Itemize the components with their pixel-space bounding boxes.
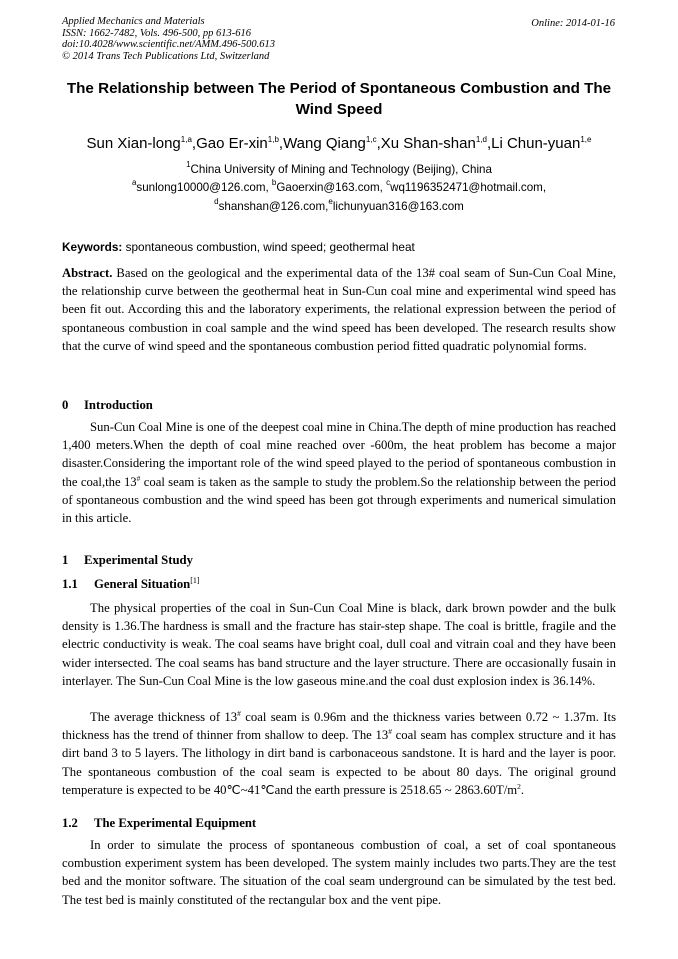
abstract-text: Based on the geological and the experimental data of the 13# coal seam of Sun-Cun Coal Mine, the relationship curve between the geothermal heat in Sun-Cun coal mine and experimental wind speed has been fit out. According this and the laboratory experiments, the relational expression between the period of spontaneous combustion in coal sample and the wind speed has been developed. The research results show that the curve of wind speed and the spontaneous combustion period fitted quadratic polynomial forms. [62,266,616,353]
email-e: lichunyuan316@163.com [332,200,464,213]
abstract-label: Abstract. [62,266,113,280]
email-d: shanshan@126.com, [218,200,329,213]
subsection-heading-general-situation: 1.1 General Situation[1] [62,576,200,591]
author-name: Gao Er-xin [196,135,268,152]
section-heading-experimental-study: 1 Experimental Study [62,553,193,567]
issn-line: ISSN: 1662-7482, Vols. 496-500, pp 613-616 [62,27,251,39]
copyright-line: © 2014 Trans Tech Publications Ltd, Switzerland [62,50,270,62]
general-situation-paragraph-2: The average thickness of 13# coal seam is 0.96m and the thickness varies between 0.72 ~ 1.37m. Its thickness has the trend of thinner from shallow to deep. The 13# coal seam has complex structure and it has dirt band 3 to 5 layers. The lithology in dirt band is carbonaceous sandstone. It is hard and the layer is poor. The spontaneous combustion of the coal seam is expected to be about 80 days. The original ground temperature is expected to be 40℃~41℃and the earth pressure is 2518.65 ~ $2863.60T/m^2$. [62,709,616,797]
email-b: Gaoerxin@163.com, [276,181,387,194]
email-a: sunlong10000@126.com, [136,181,272,194]
abstract [62,264,616,355]
journal-header [62,16,275,62]
citation-ref: [1] [190,576,200,585]
author-name: Xu Shan-shan [380,135,476,152]
author-list: Sun Xian-long$^{1,a}$,Gao Er-xin$^{1,b}$,Wang Qiang$^{1,c}$,Xu Shan-shan$^{1,d}$,Li Chun-yuan$^{1,e}$ [86,135,592,152]
keywords-label: Keywords: [62,240,123,254]
author-name: Wang Qiang [283,135,366,152]
keywords-text: spontaneous combustion, wind speed; geothermal heat [122,240,415,254]
subsection-heading-experimental-equipment: 1.2 The Experimental Equipment [62,816,257,830]
author-sup: 1,b [267,135,279,144]
author-sup: 1,d [475,135,487,144]
paper-title: The Relationship between The Period of Spontaneous Combustion and The Wind Speed [66,80,612,118]
author-sup: 1,a [180,135,192,144]
equipment-paragraph: In order to simulate the process of spontaneous combustion of coal, a set of coal spontaneous combustion experiment system has been developed. The system mainly includes two parts.They are the test bed and the monitor software. The situation of the coal seam underground can be simulated by the test bed. The test bed is mainly constituted of the rectangular box and the vent pipe. [62,838,616,907]
author-sup: 1,c [365,135,377,144]
online-date: Online: 2014-01-16 [531,18,615,29]
email-line-2: $^d$shanshan@126.com,$^e$lichunyuan316@163.com [214,197,464,213]
general-situation-paragraph-1: The physical properties of the coal in Sun-Cun Coal Mine is black, dark brown powder and the bulk density is 1.36.The hardness is small and the fracture has stair-step shape. The coal is brittle, fragile and the electric conductivity is weak. The coal seams have bright coal, dull coal and vitrain coal and they have been wider intersected. The coal seams has band structure and the layer structure. There are occasionally fusain in interlayer. The Sun-Cun Coal Mine is the low gaseous mine.and the coal dust explosion index is 36.14%. [62,601,616,688]
introduction-paragraph: Sun-Cun Coal Mine is one of the deepest coal mine in China.The depth of mine production has reached 1,400 meters.When the depth of coal mine reached over -600m, the heat problem has become a major disaster.Considering the important role of the wind speed played to the period of spontaneous combustion in the coal,the 13# coal seam is taken as the sample to study the problem.So the relationship between the period of spontaneous combustion and the wind speed has been got through experiments and numerical simulation in this article. [62,420,616,526]
author-sup: 1,e [580,135,592,144]
affiliation: $^1$China University of Mining and Technology (Beijing), China [186,160,492,176]
doi-line: doi:10.4028/www.scientific.net/AMM.496-500.613 [62,39,275,51]
email-c: wq1196352471@hotmail.com, [390,181,547,194]
section-heading-introduction: 0 Introduction [62,398,153,412]
keywords [62,240,415,254]
author-name: Sun Xian-long [86,135,181,152]
email-line-1: $^a$sunlong10000@126.com, $^b$Gaoerxin@163.com, $^c$wq1196352471@hotmail.com, [131,178,547,194]
author-name: Li Chun-yuan [491,135,581,152]
journal-name: Applied Mechanics and Materials [62,16,205,27]
